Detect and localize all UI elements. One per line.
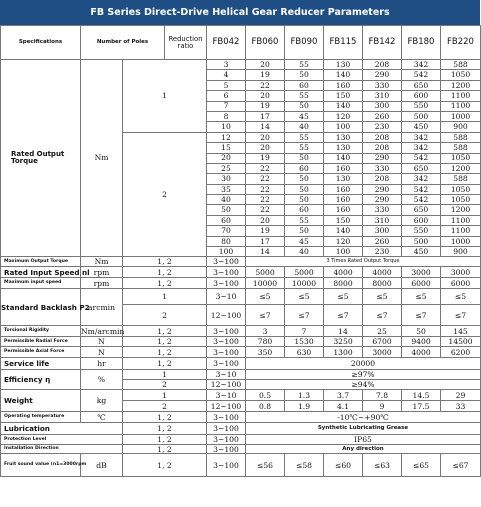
torque-value: 140	[324, 101, 363, 111]
rated-input-speed-poles: 1, 2	[123, 267, 207, 278]
torque-value: 1050	[441, 70, 481, 80]
noise-value-value: ≤63	[363, 454, 402, 477]
torque-value: 208	[363, 174, 402, 184]
torque-value: 260	[363, 236, 402, 246]
max-input-speed-label: Maximum input speed	[1, 278, 81, 289]
service-life-unit: hr	[81, 358, 123, 370]
torque-value: 650	[402, 205, 441, 215]
max-input-speed-value: 6000	[441, 278, 481, 289]
ratio-cell: 100	[207, 247, 246, 257]
torque-value: 588	[441, 60, 481, 70]
backlash-unit: arcmin	[81, 289, 123, 326]
torque-value: 120	[324, 111, 363, 121]
torque-value: 45	[285, 111, 324, 121]
torque-value: 310	[363, 91, 402, 101]
operating-temperature-ratio: 3~100	[207, 412, 246, 423]
rated-input-speed-value: 3000	[402, 267, 441, 278]
max-input-speed-value: 8000	[324, 278, 363, 289]
ratio-cell: 5	[207, 80, 246, 90]
installation-direction-ratio: 3~100	[207, 445, 246, 454]
header-number-of-poles: Number of Poles	[81, 26, 165, 60]
noise-value-value: ≤58	[285, 454, 324, 477]
torque-value: 542	[402, 184, 441, 194]
torque-value: 1200	[441, 205, 481, 215]
torque-value: 450	[402, 247, 441, 257]
backlash-value: ≤5	[363, 289, 402, 305]
torque-value: 20	[246, 143, 285, 153]
weight-ratio: 12~100	[207, 401, 246, 412]
torque-value: 500	[402, 111, 441, 121]
rated-input-speed-unit: rpm	[81, 267, 123, 278]
torque-value: 55	[285, 132, 324, 142]
operating-temperature-value: -10℃~+90℃	[246, 412, 481, 423]
torsional-rigidity-unit: Nm/arcmin	[81, 326, 125, 336]
weight-value: 33	[441, 401, 481, 412]
protection-level-ratio: 3~100	[207, 435, 246, 445]
torque-value: 160	[324, 205, 363, 215]
torque-value: 160	[324, 80, 363, 90]
rated-input-speed-label: Rated Input Speed nl	[1, 267, 81, 278]
protection-level-poles: 1, 2	[123, 435, 207, 445]
torque-value: 45	[285, 236, 324, 246]
max-output-torque-poles: 1, 2	[123, 257, 207, 267]
axial-force-row	[1, 347, 481, 358]
axial-force-value: 4000	[402, 347, 441, 358]
ratio-cell: 8	[207, 111, 246, 121]
radial-force-row	[1, 337, 481, 347]
torque-value: 290	[363, 184, 402, 194]
max-output-torque-unit: Nm	[81, 257, 123, 267]
max-input-speed-value: 6000	[402, 278, 441, 289]
max-output-torque-value: 3 Times Rated Output Torque	[246, 257, 481, 267]
backlash-value: ≤7	[246, 305, 285, 326]
max-input-speed-unit: rpm	[81, 278, 123, 289]
torque-value: 1100	[441, 226, 481, 236]
torque-value: 60	[285, 163, 324, 173]
torque-value: 208	[363, 132, 402, 142]
ratio-cell: 12	[207, 132, 246, 142]
torque-value: 542	[402, 195, 441, 205]
backlash-value: ≤7	[285, 305, 324, 326]
torque-value: 342	[402, 174, 441, 184]
service-life-value: 20000	[246, 358, 481, 370]
efficiency-poles: 2	[123, 380, 207, 390]
backlash-row	[1, 289, 481, 305]
radial-force-value: 780	[246, 337, 285, 347]
torque-value: 60	[285, 205, 324, 215]
torque-value: 50	[285, 70, 324, 80]
ratio-cell: 3	[207, 60, 246, 70]
torque-value: 342	[402, 132, 441, 142]
weight-value: 1.3	[285, 390, 324, 401]
header-model-fb060: FB060	[246, 26, 285, 60]
torque-value: 20	[246, 60, 285, 70]
radial-force-value: 6700	[363, 337, 402, 347]
ratio-cell: 30	[207, 174, 246, 184]
torque-value: 17	[246, 236, 285, 246]
weight-value: 0.8	[246, 401, 285, 412]
protection-level-value: IP65	[246, 435, 481, 445]
efficiency-ratio: 3~10	[207, 370, 246, 380]
torque-value: 130	[324, 174, 363, 184]
installation-direction-poles: 1, 2	[123, 445, 207, 454]
ratio-cell: 20	[207, 153, 246, 163]
torque-value: 40	[285, 122, 324, 132]
efficiency-value: ≥97%	[246, 370, 481, 380]
noise-value-poles: 1, 2	[123, 454, 207, 477]
efficiency-poles: 1	[123, 370, 207, 380]
torque-value: 450	[402, 122, 441, 132]
backlash-value: ≤5	[285, 289, 324, 305]
service-life-row	[1, 358, 481, 370]
ratio-cell: 10	[207, 122, 246, 132]
ratio-cell: 70	[207, 226, 246, 236]
service-life-ratio: 3~100	[207, 358, 246, 370]
weight-value: 17.5	[402, 401, 441, 412]
torque-value: 542	[402, 70, 441, 80]
service-life-label: Service life	[1, 358, 81, 370]
axial-force-value: 3000	[363, 347, 402, 358]
noise-value-ratio: 3~100	[207, 454, 246, 477]
torque-poles-2: 2	[123, 132, 207, 257]
torque-value: 300	[363, 226, 402, 236]
torque-value: 130	[324, 60, 363, 70]
weight-value: 7.8	[363, 390, 402, 401]
weight-poles: 2	[123, 401, 207, 412]
torque-poles-1: 1	[123, 60, 207, 133]
lubrication-label: Lubrication	[1, 423, 123, 435]
service-life-poles: 1, 2	[123, 358, 207, 370]
efficiency-ratio: 12~100	[207, 380, 246, 390]
table-title: FB Series Direct-Drive Helical Gear Reducer Parameters	[0, 0, 480, 25]
max-input-speed-row	[1, 278, 481, 289]
torque-value: 1200	[441, 80, 481, 90]
torque-value: 900	[441, 122, 481, 132]
torque-value: 14	[246, 122, 285, 132]
backlash-poles: 2	[123, 305, 207, 326]
torque-value: 310	[363, 215, 402, 225]
torque-value: 330	[363, 205, 402, 215]
lubrication-poles: 1, 2	[123, 423, 207, 435]
torque-value: 230	[363, 122, 402, 132]
torque-value: 1050	[441, 184, 481, 194]
torque-value: 588	[441, 174, 481, 184]
torsional-rigidity-poles: 1, 2	[123, 326, 207, 337]
backlash-value: ≤7	[441, 305, 481, 326]
header-model-fb142: FB142	[363, 26, 402, 60]
ratio-cell: 6	[207, 91, 246, 101]
operating-temperature-label: Operating temperature	[1, 412, 81, 423]
torque-value: 140	[324, 226, 363, 236]
torque-value: 100	[324, 247, 363, 257]
torsional-rigidity-label: Torsional Rigidity	[1, 326, 81, 337]
torque-value: 650	[402, 80, 441, 90]
radial-force-poles: 1, 2	[123, 337, 207, 347]
backlash-value: ≤5	[441, 289, 481, 305]
torque-row	[1, 60, 481, 70]
weight-value: 1.9	[285, 401, 324, 412]
max-input-speed-value: 10000	[246, 278, 285, 289]
radial-force-ratio: 3~100	[207, 337, 246, 347]
efficiency-row	[1, 370, 481, 380]
torque-value: 1100	[441, 101, 481, 111]
torque-value: 20	[246, 215, 285, 225]
noise-value-value: ≤67	[441, 454, 481, 477]
weight-unit: kg	[81, 390, 123, 412]
axial-force-poles: 1, 2	[123, 347, 207, 358]
torque-value: 19	[246, 101, 285, 111]
radial-force-value: 3250	[324, 337, 363, 347]
torque-value: 600	[402, 215, 441, 225]
torque-value: 22	[246, 184, 285, 194]
table-body	[1, 26, 481, 477]
axial-force-value: 630	[285, 347, 324, 358]
radial-force-value: 14500	[441, 337, 481, 347]
backlash-value: ≤5	[402, 289, 441, 305]
torque-value: 50	[285, 101, 324, 111]
torque-value: 1050	[441, 195, 481, 205]
torque-value: 1200	[441, 163, 481, 173]
torque-value: 160	[324, 195, 363, 205]
lubrication-ratio: 3~100	[207, 423, 246, 435]
torque-value: 500	[402, 236, 441, 246]
operating-temperature-unit: ℃	[81, 412, 123, 423]
axial-force-ratio: 3~100	[207, 347, 246, 358]
radial-force-label: Permissible Radial Force	[1, 337, 81, 347]
ratio-cell: 25	[207, 163, 246, 173]
torsional-rigidity-row	[1, 326, 481, 337]
torque-value: 542	[402, 153, 441, 163]
header-specifications: Specifications	[1, 26, 81, 60]
operating-temperature-poles: 1, 2	[123, 412, 207, 423]
rated-input-speed-value: 4000	[363, 267, 402, 278]
torsional-rigidity-value: 50	[402, 326, 441, 337]
torque-value: 50	[285, 195, 324, 205]
backlash-value: ≤7	[363, 305, 402, 326]
max-output-torque-label: Maximum Output Torque	[1, 257, 81, 267]
efficiency-unit: %	[81, 370, 123, 390]
weight-value: 3.7	[324, 390, 363, 401]
torque-value: 130	[324, 143, 363, 153]
torque-value: 588	[441, 132, 481, 142]
ratio-cell: 50	[207, 205, 246, 215]
noise-value-row	[1, 454, 481, 477]
torque-value: 55	[285, 215, 324, 225]
header-model-fb180: FB180	[402, 26, 441, 60]
torque-value: 160	[324, 163, 363, 173]
torque-value: 342	[402, 60, 441, 70]
weight-value: 0.5	[246, 390, 285, 401]
torque-value: 650	[402, 163, 441, 173]
torque-value: 342	[402, 143, 441, 153]
torque-value: 208	[363, 143, 402, 153]
torque-value: 19	[246, 153, 285, 163]
header-row	[1, 26, 481, 60]
rated-output-torque-label: Rated Output Torque	[1, 60, 81, 257]
ratio-cell: 35	[207, 184, 246, 194]
efficiency-value: ≥94%	[246, 380, 481, 390]
torque-value: 22	[246, 195, 285, 205]
max-output-torque-ratio: 3~100	[207, 257, 246, 267]
protection-level-row	[1, 435, 481, 445]
torque-value: 290	[363, 195, 402, 205]
noise-value-unit: dB	[81, 454, 123, 477]
weight-value: 9	[363, 401, 402, 412]
rated-input-speed-ratio: 3~100	[207, 267, 246, 278]
torque-value: 20	[246, 132, 285, 142]
torque-value: 17	[246, 111, 285, 121]
torque-value: 600	[402, 91, 441, 101]
backlash-ratio: 3~10	[207, 289, 246, 305]
backlash-value: ≤7	[402, 305, 441, 326]
torque-value: 55	[285, 143, 324, 153]
rated-input-speed-value: 3000	[441, 267, 481, 278]
ratio-cell: 60	[207, 215, 246, 225]
radial-force-value: 9400	[402, 337, 441, 347]
installation-direction-label: Installation Direction	[1, 445, 123, 454]
max-input-speed-poles: 1, 2	[123, 278, 207, 289]
torque-value: 290	[363, 70, 402, 80]
torque-value: 588	[441, 143, 481, 153]
torque-value: 1000	[441, 111, 481, 121]
radial-force-unit: N	[81, 337, 123, 347]
torque-value: 14	[246, 247, 285, 257]
noise-value-label: Fruit sound value (n1=3000rpm	[1, 454, 81, 477]
torque-value: 150	[324, 91, 363, 101]
torque-value: 330	[363, 80, 402, 90]
torsional-rigidity-value: 3	[246, 326, 285, 337]
header-model-fb042: FB042	[207, 26, 246, 60]
lubrication-value: Synthetic Lubricating Grease	[246, 423, 481, 435]
torque-value: 160	[324, 184, 363, 194]
torque-value: 230	[363, 247, 402, 257]
backlash-value: ≤7	[324, 305, 363, 326]
torque-value: 120	[324, 236, 363, 246]
weight-ratio: 3~10	[207, 390, 246, 401]
torque-value: 50	[285, 153, 324, 163]
header-model-fb115: FB115	[324, 26, 363, 60]
axial-force-label: Permissible Axial Force	[1, 347, 81, 358]
torque-value: 55	[285, 60, 324, 70]
torque-value: 50	[285, 174, 324, 184]
torque-value: 900	[441, 247, 481, 257]
noise-value-value: ≤60	[324, 454, 363, 477]
rated-input-speed-row	[1, 267, 481, 278]
weight-poles: 1	[123, 390, 207, 401]
ratio-cell: 40	[207, 195, 246, 205]
weight-value: 14.5	[402, 390, 441, 401]
torque-value: 300	[363, 101, 402, 111]
torque-value: 55	[285, 91, 324, 101]
rated-input-speed-value: 5000	[246, 267, 285, 278]
installation-direction-row	[1, 445, 481, 454]
backlash-label: Standard Backlash P2	[1, 289, 81, 326]
max-input-speed-value: 8000	[363, 278, 402, 289]
protection-level-label: Protection Level	[1, 435, 123, 445]
weight-value: 4.1	[324, 401, 363, 412]
torque-value: 260	[363, 111, 402, 121]
installation-direction-value: Any direction	[246, 445, 481, 454]
axial-force-value: 1300	[324, 347, 363, 358]
torque-value: 50	[285, 226, 324, 236]
torque-value: 208	[363, 60, 402, 70]
torque-value: 290	[363, 153, 402, 163]
axial-force-value: 6200	[441, 347, 481, 358]
max-output-torque-row	[1, 257, 481, 267]
torque-value: 20	[246, 91, 285, 101]
header-reduction-ratio: Reduction ratio	[165, 26, 207, 60]
lubrication-row	[1, 423, 481, 435]
backlash-value: ≤5	[324, 289, 363, 305]
torque-value: 1100	[441, 91, 481, 101]
parameters-table	[0, 25, 481, 477]
torque-value: 50	[285, 184, 324, 194]
ratio-cell: 7	[207, 101, 246, 111]
radial-force-value: 1530	[285, 337, 324, 347]
max-input-speed-ratio: 3~100	[207, 278, 246, 289]
torque-value: 550	[402, 101, 441, 111]
torque-value: 330	[363, 163, 402, 173]
torque-value: 1100	[441, 215, 481, 225]
rated-input-speed-value: 4000	[324, 267, 363, 278]
torque-value: 22	[246, 205, 285, 215]
backlash-poles: 1	[123, 289, 207, 305]
torque-value: 22	[246, 80, 285, 90]
torque-value: 22	[246, 174, 285, 184]
noise-value-value: ≤65	[402, 454, 441, 477]
torque-value: 550	[402, 226, 441, 236]
torsional-rigidity-value: 14	[324, 326, 363, 337]
torsional-rigidity-ratio: 3~100	[207, 326, 246, 337]
torque-value: 1000	[441, 236, 481, 246]
ratio-cell: 80	[207, 236, 246, 246]
backlash-ratio: 12~100	[207, 305, 246, 326]
torque-value: 140	[324, 153, 363, 163]
torque-value: 22	[246, 163, 285, 173]
torsional-rigidity-value: 7	[285, 326, 324, 337]
weight-row	[1, 390, 481, 401]
ratio-cell: 15	[207, 143, 246, 153]
torque-value: 19	[246, 70, 285, 80]
max-input-speed-value: 10000	[285, 278, 324, 289]
header-model-fb090: FB090	[285, 26, 324, 60]
torque-value: 100	[324, 122, 363, 132]
torque-value: 150	[324, 215, 363, 225]
torque-value: 140	[324, 70, 363, 80]
efficiency-label: Efficiency η	[1, 370, 81, 390]
torque-value: 19	[246, 226, 285, 236]
torque-value: 1050	[441, 153, 481, 163]
torque-value: 40	[285, 247, 324, 257]
rated-input-speed-value: 5000	[285, 267, 324, 278]
axial-force-value: 350	[246, 347, 285, 358]
ratio-cell: 4	[207, 70, 246, 80]
torque-value: 130	[324, 132, 363, 142]
rated-output-torque-unit: Nm	[81, 60, 123, 257]
operating-temperature-row	[1, 412, 481, 423]
noise-value-value: ≤56	[246, 454, 285, 477]
weight-label: Weight	[1, 390, 81, 412]
torque-value: 60	[285, 80, 324, 90]
axial-force-unit: N	[81, 347, 123, 358]
torsional-rigidity-value: 145	[441, 326, 481, 337]
weight-value: 29	[441, 390, 481, 401]
header-model-fb220: FB220	[441, 26, 481, 60]
torsional-rigidity-value: 25	[363, 326, 402, 337]
backlash-value: ≤5	[246, 289, 285, 305]
